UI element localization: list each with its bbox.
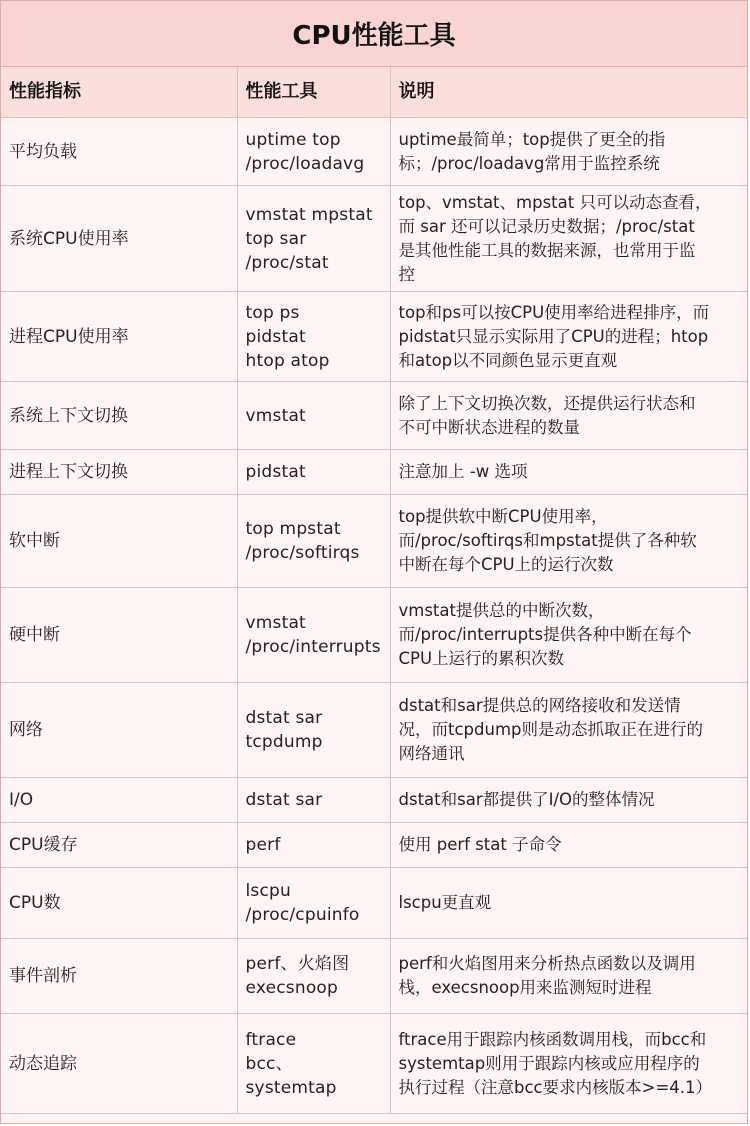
tool-cell: vmstat mpstat top sar /proc/stat xyxy=(237,186,390,292)
tool-cell: top mpstat /proc/softirqs xyxy=(237,495,390,588)
desc-cell: top提供软中断CPU使用率， 而/proc/softirqs和mpstat提供了各种软 中断在每个CPU上的运行次数 xyxy=(390,495,748,588)
table-row xyxy=(1,939,748,1014)
table-row xyxy=(1,823,748,868)
desc-cell: dstat和sar提供总的网络接收和发送情 况，而tcpdump则是动态抓取正在进行的 网络通讯 xyxy=(390,683,748,778)
table-row xyxy=(1,292,748,382)
desc-cell: ftrace用于跟踪内核函数调用栈，而bcc和 systemtap则用于跟踪内核或应用程序的 执行过程（注意bcc要求内核版本>=4.1） xyxy=(390,1014,748,1114)
metric-cell: 软中断 xyxy=(1,495,237,588)
desc-cell: vmstat提供总的中断次数， 而/proc/interrupts提供各种中断在每个 CPU上运行的累积次数 xyxy=(390,588,748,683)
header-metric: 性能指标 xyxy=(1,67,237,118)
desc-cell: lscpu更直观 xyxy=(390,868,748,939)
metric-cell: I/O xyxy=(1,778,237,823)
tool-cell: uptime top /proc/loadavg xyxy=(237,118,390,186)
header-tool: 性能工具 xyxy=(237,67,390,118)
metric-cell: 平均负载 xyxy=(1,118,237,186)
desc-cell: dstat和sar都提供了I/O的整体情况 xyxy=(390,778,748,823)
table-row xyxy=(1,450,748,495)
metric-cell: 网络 xyxy=(1,683,237,778)
desc-cell: 使用 perf stat 子命令 xyxy=(390,823,748,868)
tool-cell: pidstat xyxy=(237,450,390,495)
desc-cell: 注意加上 -w 选项 xyxy=(390,450,748,495)
desc-cell: perf和火焰图用来分析热点函数以及调用 栈，execsnoop用来监测短时进程 xyxy=(390,939,748,1014)
metric-cell: 事件剖析 xyxy=(1,939,237,1014)
metric-cell: 硬中断 xyxy=(1,588,237,683)
table-row xyxy=(1,588,748,683)
desc-cell: uptime最简单；top提供了更全的指 标；/proc/loadavg常用于监控系统 xyxy=(390,118,748,186)
tool-cell: dstat sar tcpdump xyxy=(237,683,390,778)
table-row xyxy=(1,186,748,292)
tool-cell: vmstat /proc/interrupts xyxy=(237,588,390,683)
desc-cell: 除了上下文切换次数，还提供运行状态和 不可中断状态进程的数量 xyxy=(390,382,748,450)
header-desc: 说明 xyxy=(390,67,748,118)
tool-cell: perf、火焰图 execsnoop xyxy=(237,939,390,1014)
title-bar xyxy=(1,1,747,67)
table-row xyxy=(1,868,748,939)
table-row xyxy=(1,118,748,186)
metric-cell: 进程CPU使用率 xyxy=(1,292,237,382)
metric-cell: 动态追踪 xyxy=(1,1014,237,1114)
tool-cell: vmstat xyxy=(237,382,390,450)
metric-cell: 进程上下文切换 xyxy=(1,450,237,495)
table-row xyxy=(1,495,748,588)
tool-cell: perf xyxy=(237,823,390,868)
metric-cell: CPU数 xyxy=(1,868,237,939)
table-row xyxy=(1,382,748,450)
metric-cell: 系统上下文切换 xyxy=(1,382,237,450)
header-row xyxy=(1,67,748,118)
tool-cell: top ps pidstat htop atop xyxy=(237,292,390,382)
metric-cell: 系统CPU使用率 xyxy=(1,186,237,292)
cpu-tools-table xyxy=(1,67,748,1114)
tool-cell: ftrace bcc、 systemtap xyxy=(237,1014,390,1114)
table-row xyxy=(1,683,748,778)
tool-cell: dstat sar xyxy=(237,778,390,823)
table-row xyxy=(1,778,748,823)
table-row xyxy=(1,1014,748,1114)
page-title: CPU性能工具 xyxy=(292,21,456,51)
desc-cell: top和ps可以按CPU使用率给进程排序，而 pidstat只显示实际用了CPU的进程；htop 和atop以不同颜色显示更直观 xyxy=(390,292,748,382)
desc-cell: top、vmstat、mpstat 只可以动态查看， 而 sar 还可以记录历史数据；/proc/stat 是其他性能工具的数据来源，也常用于监 控 xyxy=(390,186,748,292)
tool-cell: lscpu /proc/cpuinfo xyxy=(237,868,390,939)
metric-cell: CPU缓存 xyxy=(1,823,237,868)
